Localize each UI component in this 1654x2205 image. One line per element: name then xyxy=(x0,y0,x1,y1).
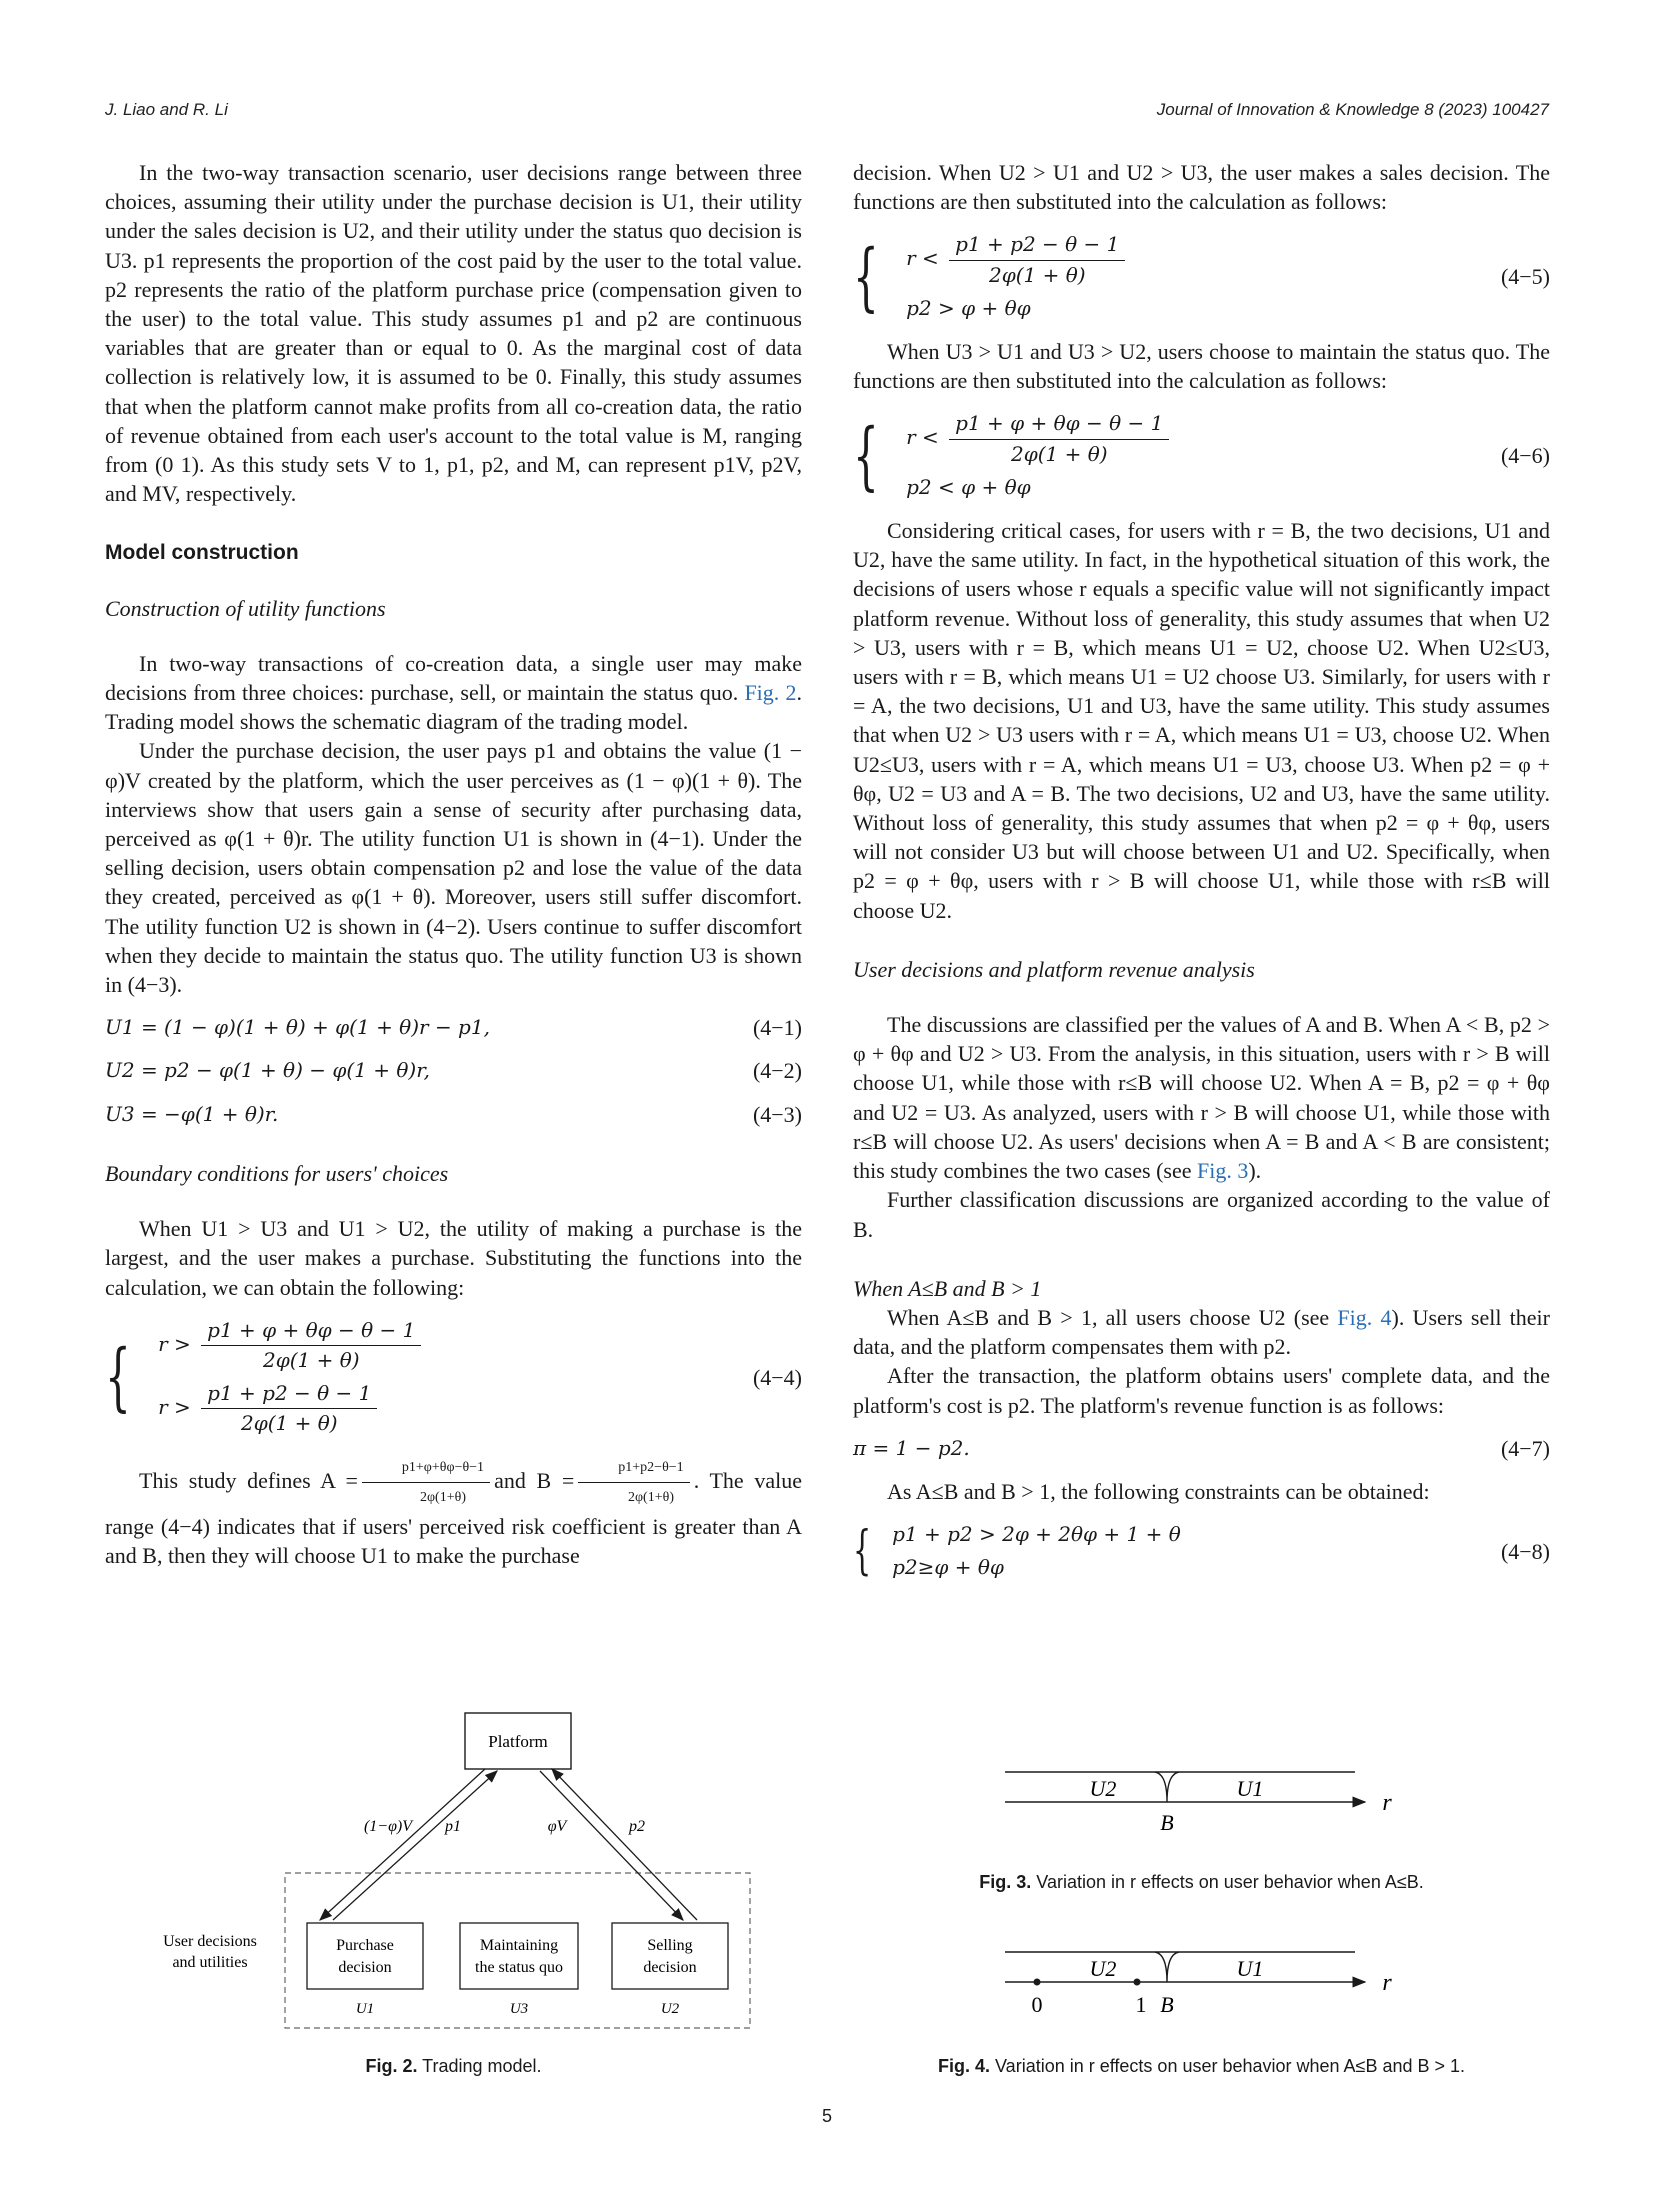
selling-decision-line-1: Selling xyxy=(647,1937,693,1954)
status-quo-line-2: the status quo xyxy=(475,1959,563,1976)
equation-4-5-lines xyxy=(906,230,1129,323)
equation-4-1-body: U1 = (1 − φ)(1 + θ) + φ(1 + θ)r − p1, xyxy=(105,1015,490,1040)
equation-4-6-line-1-lhs: r < xyxy=(906,425,939,450)
label-1-minus-phi-V: (1−φ)V xyxy=(363,1818,413,1835)
group-label-line-2: and utilities xyxy=(172,1954,248,1971)
equation-4-2-body: U2 = p2 − φ(1 + θ) − φ(1 + θ)r, xyxy=(105,1058,430,1083)
paragraph-status-quo: When U3 > U1 and U3 > U2, users choose to maintain the status quo. The functions are then substituted into the calculation as follows: xyxy=(853,339,1550,394)
fraction-numerator: p1 + φ + θφ − θ − 1 xyxy=(949,409,1169,439)
figure-2-diagram xyxy=(140,1705,770,2035)
fraction-denominator: 2φ(1+θ) xyxy=(419,1489,466,1505)
equation-4-4 xyxy=(105,1316,802,1439)
arrow-purchase-to-platform xyxy=(333,1771,497,1920)
subsection-heading-decisions: User decisions and platform revenue analysis xyxy=(853,956,1255,982)
subsection-heading-utility-functions: Construction of utility functions xyxy=(105,595,386,621)
equation-4-8-lines xyxy=(892,1520,1181,1582)
fraction-denominator: 2φ(1 + θ) xyxy=(240,1411,338,1436)
figure-3-caption xyxy=(853,1872,1550,1893)
page-number: 5 xyxy=(821,2106,832,2126)
fraction-denominator: 2φ(1 + θ) xyxy=(988,262,1086,287)
figure-4-diagram xyxy=(995,1940,1435,2040)
equation-4-4-lines xyxy=(158,1316,425,1439)
figure-3-caption-label: Fig. 3. xyxy=(979,1872,1032,1892)
equation-4-5-line-2: p2 > φ + θφ xyxy=(906,295,1031,320)
fig4-label-u1: U1 xyxy=(1236,1956,1264,1981)
inline-fraction-A xyxy=(362,1453,490,1512)
fig4-axis-label: r xyxy=(1382,1970,1392,1996)
equation-4-8 xyxy=(853,1520,1550,1582)
brace-glyph: { xyxy=(853,412,879,499)
equation-4-6-line-2: p2 < φ + θφ xyxy=(906,474,1031,499)
paragraph-case-text-b: ). Users sell their data, and the platform compensates them with p2. xyxy=(853,1304,1550,1360)
figure-4-caption-label: Fig. 4. xyxy=(937,2056,990,2076)
subsection-heading-case: When A≤B and B > 1 xyxy=(853,1275,1042,1301)
fig3-axis-label: r xyxy=(1382,1790,1392,1816)
purchase-decision-line-2: decision xyxy=(338,1959,392,1976)
paragraph-classified-text-a: The discussions are classified per the values of A and B. When A < B, p2 > φ + θφ and U2 > U3. From the analysis, in this situation, users with r > B will choose U1, while those with r≤B will choose U2. When A = B, p2 = φ + θφ and U2 = U3. As analyzed, users with r > B will choose U1, while those with r≤B will choose U2. As users' decisions when A = B and A < B are consistent; this study combines the two cases (see xyxy=(853,1012,1550,1184)
purchase-decision-box xyxy=(307,1923,423,1989)
equation-4-7-number: (4−7) xyxy=(1500,1435,1550,1461)
figure-3-caption-text: Variation in r effects on user behavior when A≤B. xyxy=(1036,1872,1424,1892)
equation-4-6 xyxy=(853,409,1550,502)
fraction-numerator: p1+φ+θφ−θ−1 xyxy=(362,1453,490,1483)
brace-glyph: { xyxy=(853,233,879,320)
utility-label-u3: U3 xyxy=(509,2001,529,2017)
fraction-denominator: 2φ(1+θ) xyxy=(627,1489,674,1505)
equation-4-3 xyxy=(105,1100,802,1129)
paragraph-utility-1-text-b: . Trading model shows the schematic diagram of the trading model. xyxy=(105,680,802,735)
fig3-reference-link[interactable]: Fig. 3 xyxy=(1197,1158,1249,1184)
paragraph-constraints: As A≤B and B > 1, the following constraints can be obtained: xyxy=(887,1478,1430,1504)
fig3-label-u2: U2 xyxy=(1089,1776,1117,1801)
fraction-denominator: 2φ(1 + θ) xyxy=(1010,441,1108,466)
equation-4-6-line-1 xyxy=(906,409,1173,468)
paragraph-defines-text-a: This study defines A = xyxy=(139,1467,358,1493)
fraction-denominator: 2φ(1 + θ) xyxy=(262,1347,360,1372)
paragraph-classified xyxy=(853,1010,1550,1185)
equation-4-1-number: (4−1) xyxy=(752,1015,802,1041)
equation-4-5-system xyxy=(853,230,1129,323)
paragraph-utility-1 xyxy=(105,649,802,737)
selling-decision-line-2: decision xyxy=(643,1959,697,1976)
label-phi-V: φV xyxy=(547,1818,567,1835)
fig3-point-label-b: B xyxy=(1160,1810,1174,1835)
figure-4-caption xyxy=(853,2056,1550,2077)
fig4-tick-0: 0 xyxy=(1031,1992,1043,2017)
selling-decision-box xyxy=(612,1923,728,1989)
equation-4-4-line-2 xyxy=(158,1379,425,1438)
equation-4-4-line-1 xyxy=(158,1316,425,1375)
paragraph-critical-cases: Considering critical cases, for users with r = B, the two decisions, U1 and U2, have the same utility. In fact, in the hypothetical situation of this work, the decisions of users whose r equals a specific value will not significantly impact platform revenue. Without loss of generality, this study assumes that when U2 > U3, users with r = B, which means U1 = U2, choose U2. When U2≤U3, users with r = B, which means U1 = U2 choose U3. Similarly, for users with r = A, the two decisions, U1 and U3, have the same utility. This study assumes that when U2 > U3 users with r = A, which means U1 = U3, choose U2. When U2≤U3, users with r = A, which means U1 = U3, choose U3. When p2 = φ + θφ, U2 = U3 and A = B. The two decisions, U2 and U3, have the same utility. Without loss of generality, this study assumes that when p2 = φ + θφ, users will not consider U3 but will choose between U1 and U2. Specifically, when p2 = φ + θφ, users with r > B will choose U1, while those with r≤B will choose U2. xyxy=(853,518,1550,923)
equation-4-3-number: (4−3) xyxy=(752,1101,802,1127)
equation-4-8-line-1: p1 + p2 > 2φ + 2θφ + 1 + θ xyxy=(892,1522,1181,1547)
inline-fraction-B xyxy=(578,1453,689,1512)
figure-3-number-line xyxy=(995,1760,1435,1860)
arrow-platform-to-selling xyxy=(540,1771,683,1920)
utility-label-u2: U2 xyxy=(660,2001,680,2017)
fig3-split-mark xyxy=(1155,1772,1179,1802)
equation-4-4-line-2-fraction xyxy=(201,1379,377,1438)
figure-4-caption-text: Variation in r effects on user behavior when A≤B and B > 1. xyxy=(995,2056,1466,2076)
equation-4-5 xyxy=(853,230,1550,323)
running-head-journal: Journal of Innovation & Knowledge 8 (2023) 100427 xyxy=(1156,100,1549,119)
status-quo-box xyxy=(460,1923,578,1989)
equation-4-4-line-1-lhs: r > xyxy=(158,1331,191,1356)
equation-4-8-number: (4−8) xyxy=(1500,1538,1550,1564)
equation-4-2 xyxy=(105,1056,802,1085)
paragraph-defines-and: and B = xyxy=(494,1467,575,1493)
figure-3-diagram xyxy=(995,1760,1435,1860)
fraction-numerator: p1 + p2 − θ − 1 xyxy=(949,230,1125,260)
paragraph-utility-1-text-a: In two-way transactions of co-creation data, a single user may make decisions from three choices: purchase, sell, or maintain the status quo. xyxy=(105,650,802,706)
label-p1: p1 xyxy=(445,1818,461,1835)
equation-4-5-line-1-fraction xyxy=(949,230,1125,289)
figure-2-caption-text: Trading model. xyxy=(422,2056,542,2076)
equation-4-1 xyxy=(105,1013,802,1042)
arrow-platform-to-purchase xyxy=(320,1769,485,1920)
equation-4-6-system xyxy=(853,409,1173,502)
fraction-numerator: p1+p2−θ−1 xyxy=(578,1453,689,1483)
fig4-tick-1: 1 xyxy=(1135,1992,1147,2017)
paragraph-defines-text-b: . The value range (4−4) indicates that if users' perceived risk coefficient is greater than A and B, then they will choose U1 to make the purchase xyxy=(105,1467,802,1569)
paragraph-intro: In the two-way transaction scenario, user decisions range between three choices, assuming their utility under the purchase decision is U1, their utility under the sales decision is U2, and their utility under the status quo decision is U3. p1 represents the proportion of the cost paid by the user to the total value. p2 represents the ratio of the platform purchase price (compensation given to the user) to the total value. This study assumes p1 and p2 are continuous variables that are greater than or equal to 0. As the marginal cost of data collection is relatively low, it is assumed to be 0. Finally, this study assumes that when the platform cannot make profits from all co-creation data, the ratio of revenue obtained from each user's account to the total value is M, ranging from (0 1). As this study sets V to 1, p1, p2, and M, can represent p1V, p2V, and MV, respectively. xyxy=(105,160,802,507)
section-heading-model-construction: Model construction xyxy=(105,541,299,565)
paragraph-defines xyxy=(105,1453,802,1571)
paragraph-continued: decision. When U2 > U1 and U2 > U3, the user makes a sales decision. The functions are then substituted into the calculation as follows: xyxy=(853,160,1550,215)
equation-4-4-number: (4−4) xyxy=(752,1364,802,1390)
status-quo-line-1: Maintaining xyxy=(479,1937,559,1954)
equation-4-4-system xyxy=(105,1316,425,1439)
purchase-decision-line-1: Purchase xyxy=(336,1937,394,1954)
fig4-point-1 xyxy=(1134,1979,1141,1986)
fig4-label-u2: U2 xyxy=(1089,1956,1117,1981)
fraction-numerator: p1 + φ + θφ − θ − 1 xyxy=(201,1316,421,1346)
paragraph-case xyxy=(853,1303,1550,1361)
equation-4-4-line-1-fraction xyxy=(201,1316,421,1375)
paragraph-further: Further classification discussions are organized according to the value of B. xyxy=(853,1187,1550,1242)
arrow-selling-to-platform xyxy=(552,1769,697,1920)
paragraph-utility-2: Under the purchase decision, the user pays p1 and obtains the value (1 − φ)V created by the platform, which the user perceives as (1 − φ)(1 + θ). The interviews show that users gain a sense of security after purchasing data, perceived as φ(1 + θ)r. The utility function U1 is shown in (4−1). Under the selling decision, users obtain compensation p2 and lose the value of the data they created, perceived as φ(1 + θ). Moreover, users still suffer discomfort. The utility function U2 is shown in (4−2). Users continue to suffer discomfort when they decide to maintain the status quo. The utility function U3 is shown in (4−3). xyxy=(105,738,802,998)
label-p2: p2 xyxy=(629,1818,645,1835)
fig2-reference-link[interactable]: Fig. 2 xyxy=(744,680,797,706)
running-head-authors: J. Liao and R. Li xyxy=(105,100,228,119)
equation-4-8-line-2: p2≥φ + θφ xyxy=(892,1555,1004,1580)
fraction-numerator: p1 + p2 − θ − 1 xyxy=(201,1379,377,1409)
equation-4-7 xyxy=(853,1434,1550,1463)
left-column xyxy=(105,158,802,1570)
paragraph-after: After the transaction, the platform obtains users' complete data, and the platform's cost is p2. The platform's revenue function is as follows: xyxy=(853,1363,1550,1418)
fig4-point-0 xyxy=(1034,1979,1041,1986)
equation-4-6-number: (4−6) xyxy=(1500,443,1550,469)
figure-2-caption-label: Fig. 2. xyxy=(365,2056,418,2076)
fig3-label-u1: U1 xyxy=(1236,1776,1264,1801)
equation-4-6-lines xyxy=(906,409,1173,502)
figure-2-caption xyxy=(105,2056,802,2077)
brace-glyph: { xyxy=(105,1334,131,1421)
equation-4-5-line-1-lhs: r < xyxy=(906,246,939,271)
equation-4-2-number: (4−2) xyxy=(752,1058,802,1084)
equation-4-3-body: U3 = −φ(1 + θ)r. xyxy=(105,1101,279,1126)
right-column xyxy=(853,158,1550,1597)
fig4-point-label-b: B xyxy=(1160,1992,1174,2017)
platform-label: Platform xyxy=(488,1732,548,1751)
paragraph-case-text-a: When A≤B and B > 1, all users choose U2 (see xyxy=(887,1304,1330,1330)
paragraph-boundary: When U1 > U3 and U1 > U2, the utility of making a purchase is the largest, and the user makes a purchase. Substituting the functions into the calculation, we can obtain the following: xyxy=(105,1216,802,1300)
equation-4-6-line-1-fraction xyxy=(949,409,1169,468)
utility-label-u1: U1 xyxy=(355,2001,375,2017)
fig4-reference-link[interactable]: Fig. 4 xyxy=(1337,1304,1392,1330)
brace-glyph: { xyxy=(853,1521,872,1582)
paragraph-classified-text-b: ). xyxy=(1248,1158,1262,1184)
subsection-heading-boundary: Boundary conditions for users' choices xyxy=(105,1160,449,1186)
equation-4-7-body: π = 1 − p2. xyxy=(853,1435,970,1460)
equation-4-8-system xyxy=(853,1520,1181,1582)
equation-4-5-number: (4−5) xyxy=(1500,264,1550,290)
equation-4-4-line-2-lhs: r > xyxy=(158,1395,191,1420)
group-label-line-1: User decisions xyxy=(163,1933,257,1950)
equation-4-5-line-1 xyxy=(906,230,1129,289)
figure-2-trading-model xyxy=(140,1705,770,2035)
figure-4-number-line xyxy=(995,1940,1435,2040)
fig4-split-mark xyxy=(1155,1952,1179,1982)
